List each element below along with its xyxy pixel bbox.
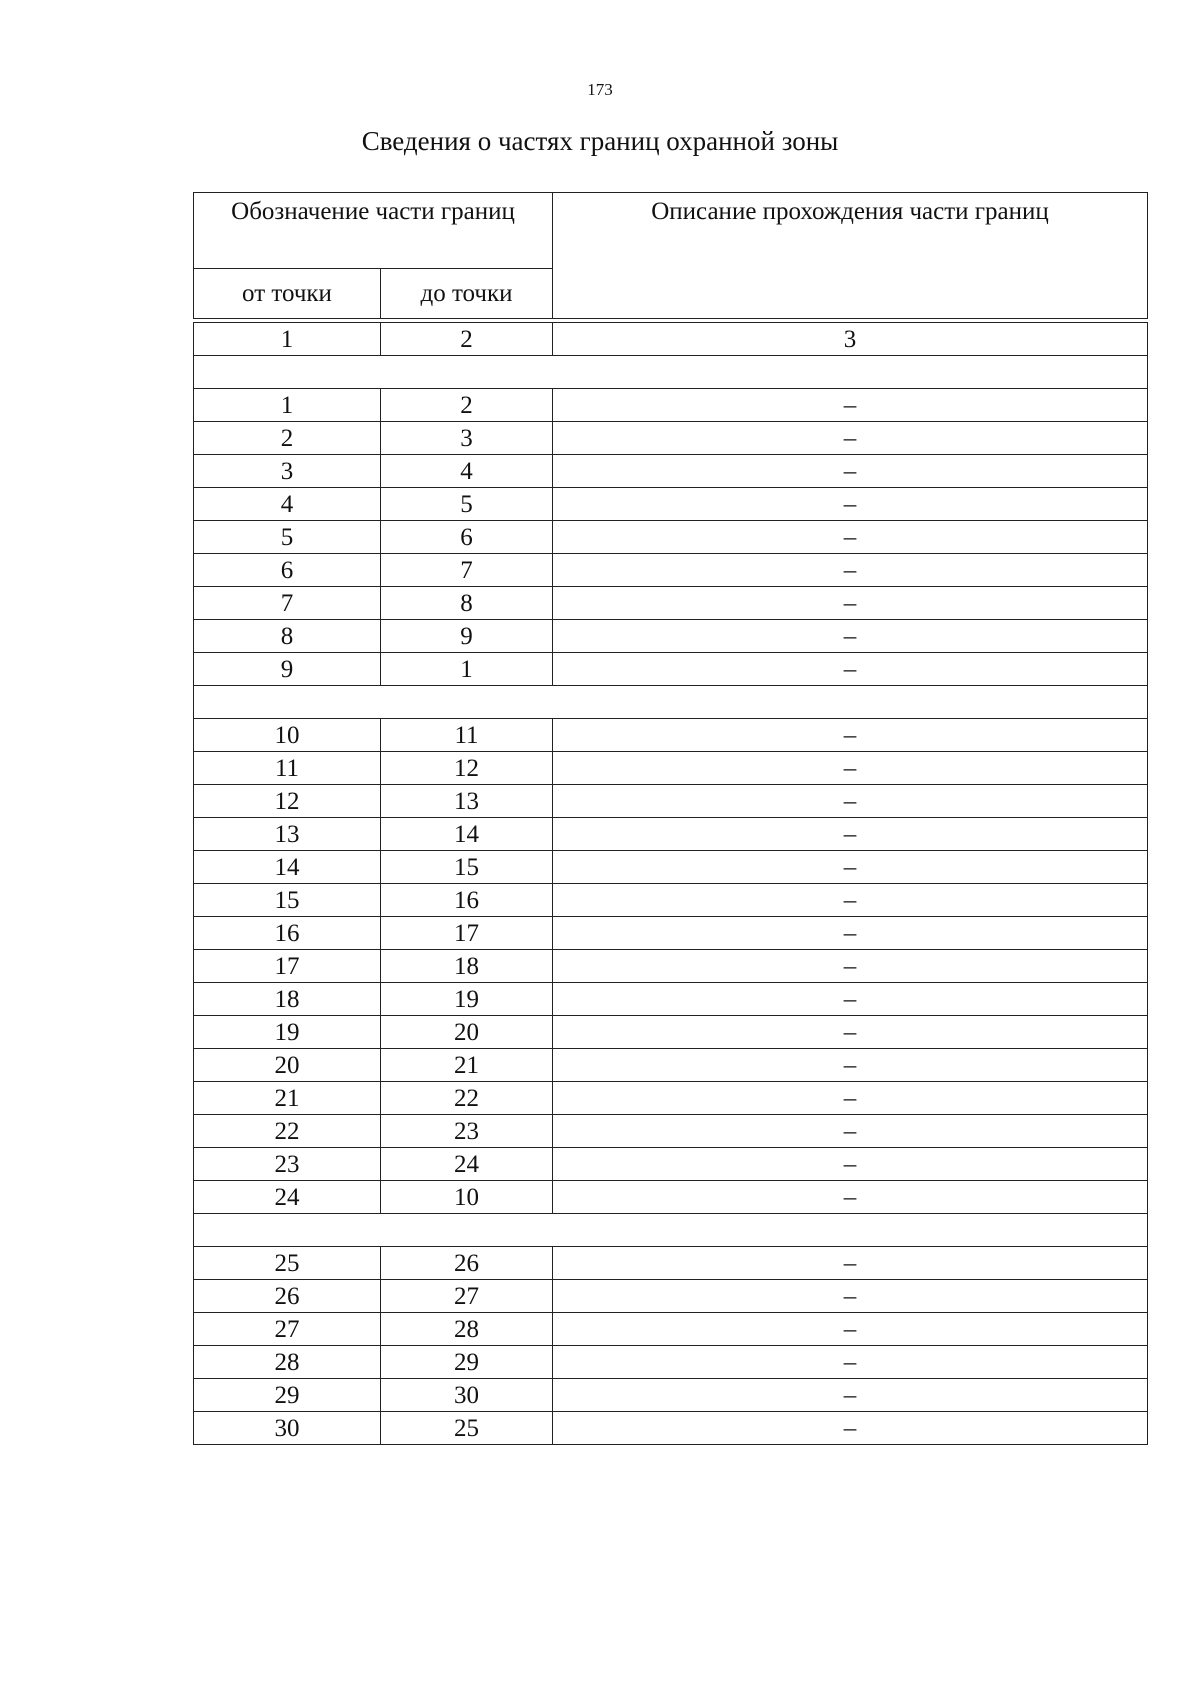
table-row bbox=[194, 1049, 1148, 1082]
to-point-cell: 23 bbox=[381, 1115, 553, 1148]
from-point-cell: 13 bbox=[194, 818, 381, 851]
to-point-cell: 10 bbox=[381, 1181, 553, 1214]
to-point-cell: 3 bbox=[381, 422, 553, 455]
table-row bbox=[194, 1412, 1148, 1445]
to-point-cell: 4 bbox=[381, 455, 553, 488]
table-row bbox=[194, 917, 1148, 950]
table-row bbox=[194, 1280, 1148, 1313]
description-cell: – bbox=[553, 950, 1148, 983]
to-point-cell: 26 bbox=[381, 1247, 553, 1280]
description-cell: – bbox=[553, 587, 1148, 620]
description-cell: – bbox=[553, 1280, 1148, 1313]
from-point-cell: 14 bbox=[194, 851, 381, 884]
to-point-cell: 16 bbox=[381, 884, 553, 917]
to-point-cell: 27 bbox=[381, 1280, 553, 1313]
description-cell: – bbox=[553, 488, 1148, 521]
description-cell: – bbox=[553, 1148, 1148, 1181]
section-separator-row bbox=[194, 356, 1148, 389]
page-number: 173 bbox=[587, 80, 613, 99]
to-point-header: до точки bbox=[381, 269, 553, 319]
table-row bbox=[194, 752, 1148, 785]
from-point-cell: 27 bbox=[194, 1313, 381, 1346]
to-point-cell: 30 bbox=[381, 1379, 553, 1412]
column-number-row bbox=[194, 323, 1148, 356]
from-point-cell: 23 bbox=[194, 1148, 381, 1181]
designation-header: Обозначение части границ bbox=[194, 193, 553, 269]
to-point-cell: 19 bbox=[381, 983, 553, 1016]
table-row bbox=[194, 455, 1148, 488]
description-cell: – bbox=[553, 818, 1148, 851]
to-point-cell: 29 bbox=[381, 1346, 553, 1379]
from-point-cell: 8 bbox=[194, 620, 381, 653]
to-point-cell: 28 bbox=[381, 1313, 553, 1346]
from-point-cell: 22 bbox=[194, 1115, 381, 1148]
table-body bbox=[194, 193, 1148, 1445]
from-point-cell: 4 bbox=[194, 488, 381, 521]
table-row bbox=[194, 1148, 1148, 1181]
from-point-cell: 24 bbox=[194, 1181, 381, 1214]
description-cell: – bbox=[553, 389, 1148, 422]
description-header: Описание прохождения части границ bbox=[553, 193, 1148, 319]
from-point-cell: 6 bbox=[194, 554, 381, 587]
to-point-cell: 17 bbox=[381, 917, 553, 950]
description-cell: – bbox=[553, 1247, 1148, 1280]
section-separator-cell bbox=[194, 686, 1148, 719]
from-point-cell: 12 bbox=[194, 785, 381, 818]
from-point-cell: 15 bbox=[194, 884, 381, 917]
table-row bbox=[194, 818, 1148, 851]
from-point-cell: 17 bbox=[194, 950, 381, 983]
section-separator-cell bbox=[194, 1214, 1148, 1247]
description-cell: – bbox=[553, 917, 1148, 950]
table-row bbox=[194, 719, 1148, 752]
description-cell: – bbox=[553, 455, 1148, 488]
to-point-cell: 13 bbox=[381, 785, 553, 818]
to-point-cell: 15 bbox=[381, 851, 553, 884]
table-row bbox=[194, 1247, 1148, 1280]
section-separator-cell bbox=[194, 356, 1148, 389]
description-cell: – bbox=[553, 884, 1148, 917]
table-header-row bbox=[194, 193, 1148, 269]
table-row bbox=[194, 521, 1148, 554]
from-point-cell: 10 bbox=[194, 719, 381, 752]
description-cell: – bbox=[553, 719, 1148, 752]
page-title: Сведения о частях границ охранной зоны bbox=[361, 126, 839, 156]
to-point-cell: 5 bbox=[381, 488, 553, 521]
from-point-cell: 20 bbox=[194, 1049, 381, 1082]
section-separator-row bbox=[194, 686, 1148, 719]
description-cell: – bbox=[553, 785, 1148, 818]
table-row bbox=[194, 884, 1148, 917]
column-number: 1 bbox=[194, 323, 381, 356]
table-row bbox=[194, 983, 1148, 1016]
to-point-cell: 2 bbox=[381, 389, 553, 422]
to-point-cell: 11 bbox=[381, 719, 553, 752]
to-point-cell: 22 bbox=[381, 1082, 553, 1115]
from-point-cell: 29 bbox=[194, 1379, 381, 1412]
from-point-cell: 25 bbox=[194, 1247, 381, 1280]
from-point-cell: 30 bbox=[194, 1412, 381, 1445]
description-cell: – bbox=[553, 620, 1148, 653]
description-cell: – bbox=[553, 1412, 1148, 1445]
table-row bbox=[194, 851, 1148, 884]
table-row bbox=[194, 950, 1148, 983]
from-point-cell: 2 bbox=[194, 422, 381, 455]
to-point-cell: 14 bbox=[381, 818, 553, 851]
from-point-header: от точки bbox=[194, 269, 381, 319]
description-cell: – bbox=[553, 1049, 1148, 1082]
table-row bbox=[194, 1181, 1148, 1214]
description-cell: – bbox=[553, 1016, 1148, 1049]
description-cell: – bbox=[553, 983, 1148, 1016]
description-cell: – bbox=[553, 1115, 1148, 1148]
table-row bbox=[194, 785, 1148, 818]
table-row bbox=[194, 1379, 1148, 1412]
table-row bbox=[194, 653, 1148, 686]
from-point-cell: 21 bbox=[194, 1082, 381, 1115]
description-cell: – bbox=[553, 1313, 1148, 1346]
from-point-cell: 11 bbox=[194, 752, 381, 785]
description-cell: – bbox=[553, 851, 1148, 884]
from-point-cell: 7 bbox=[194, 587, 381, 620]
to-point-cell: 8 bbox=[381, 587, 553, 620]
to-point-cell: 12 bbox=[381, 752, 553, 785]
table-row bbox=[194, 1082, 1148, 1115]
to-point-cell: 25 bbox=[381, 1412, 553, 1445]
from-point-cell: 5 bbox=[194, 521, 381, 554]
to-point-cell: 9 bbox=[381, 620, 553, 653]
to-point-cell: 24 bbox=[381, 1148, 553, 1181]
description-cell: – bbox=[553, 653, 1148, 686]
table-row bbox=[194, 587, 1148, 620]
to-point-cell: 7 bbox=[381, 554, 553, 587]
to-point-cell: 18 bbox=[381, 950, 553, 983]
table-row bbox=[194, 1313, 1148, 1346]
table-row bbox=[194, 1346, 1148, 1379]
description-cell: – bbox=[553, 422, 1148, 455]
description-cell: – bbox=[553, 521, 1148, 554]
description-cell: – bbox=[553, 1379, 1148, 1412]
from-point-cell: 28 bbox=[194, 1346, 381, 1379]
table-row bbox=[194, 554, 1148, 587]
table-row bbox=[194, 422, 1148, 455]
to-point-cell: 21 bbox=[381, 1049, 553, 1082]
to-point-cell: 6 bbox=[381, 521, 553, 554]
from-point-cell: 3 bbox=[194, 455, 381, 488]
description-cell: – bbox=[553, 1082, 1148, 1115]
table-row bbox=[194, 1115, 1148, 1148]
from-point-cell: 9 bbox=[194, 653, 381, 686]
boundary-parts-table bbox=[193, 192, 1148, 1445]
section-separator-row bbox=[194, 1214, 1148, 1247]
from-point-cell: 18 bbox=[194, 983, 381, 1016]
description-cell: – bbox=[553, 1181, 1148, 1214]
to-point-cell: 20 bbox=[381, 1016, 553, 1049]
from-point-cell: 1 bbox=[194, 389, 381, 422]
column-number: 3 bbox=[553, 323, 1148, 356]
table-row bbox=[194, 620, 1148, 653]
table-row bbox=[194, 488, 1148, 521]
table-row bbox=[194, 1016, 1148, 1049]
to-point-cell: 1 bbox=[381, 653, 553, 686]
from-point-cell: 16 bbox=[194, 917, 381, 950]
column-number: 2 bbox=[381, 323, 553, 356]
from-point-cell: 26 bbox=[194, 1280, 381, 1313]
table-row bbox=[194, 389, 1148, 422]
description-cell: – bbox=[553, 554, 1148, 587]
boundary-parts-table-container bbox=[193, 192, 1148, 1445]
description-cell: – bbox=[553, 1346, 1148, 1379]
description-cell: – bbox=[553, 752, 1148, 785]
from-point-cell: 19 bbox=[194, 1016, 381, 1049]
